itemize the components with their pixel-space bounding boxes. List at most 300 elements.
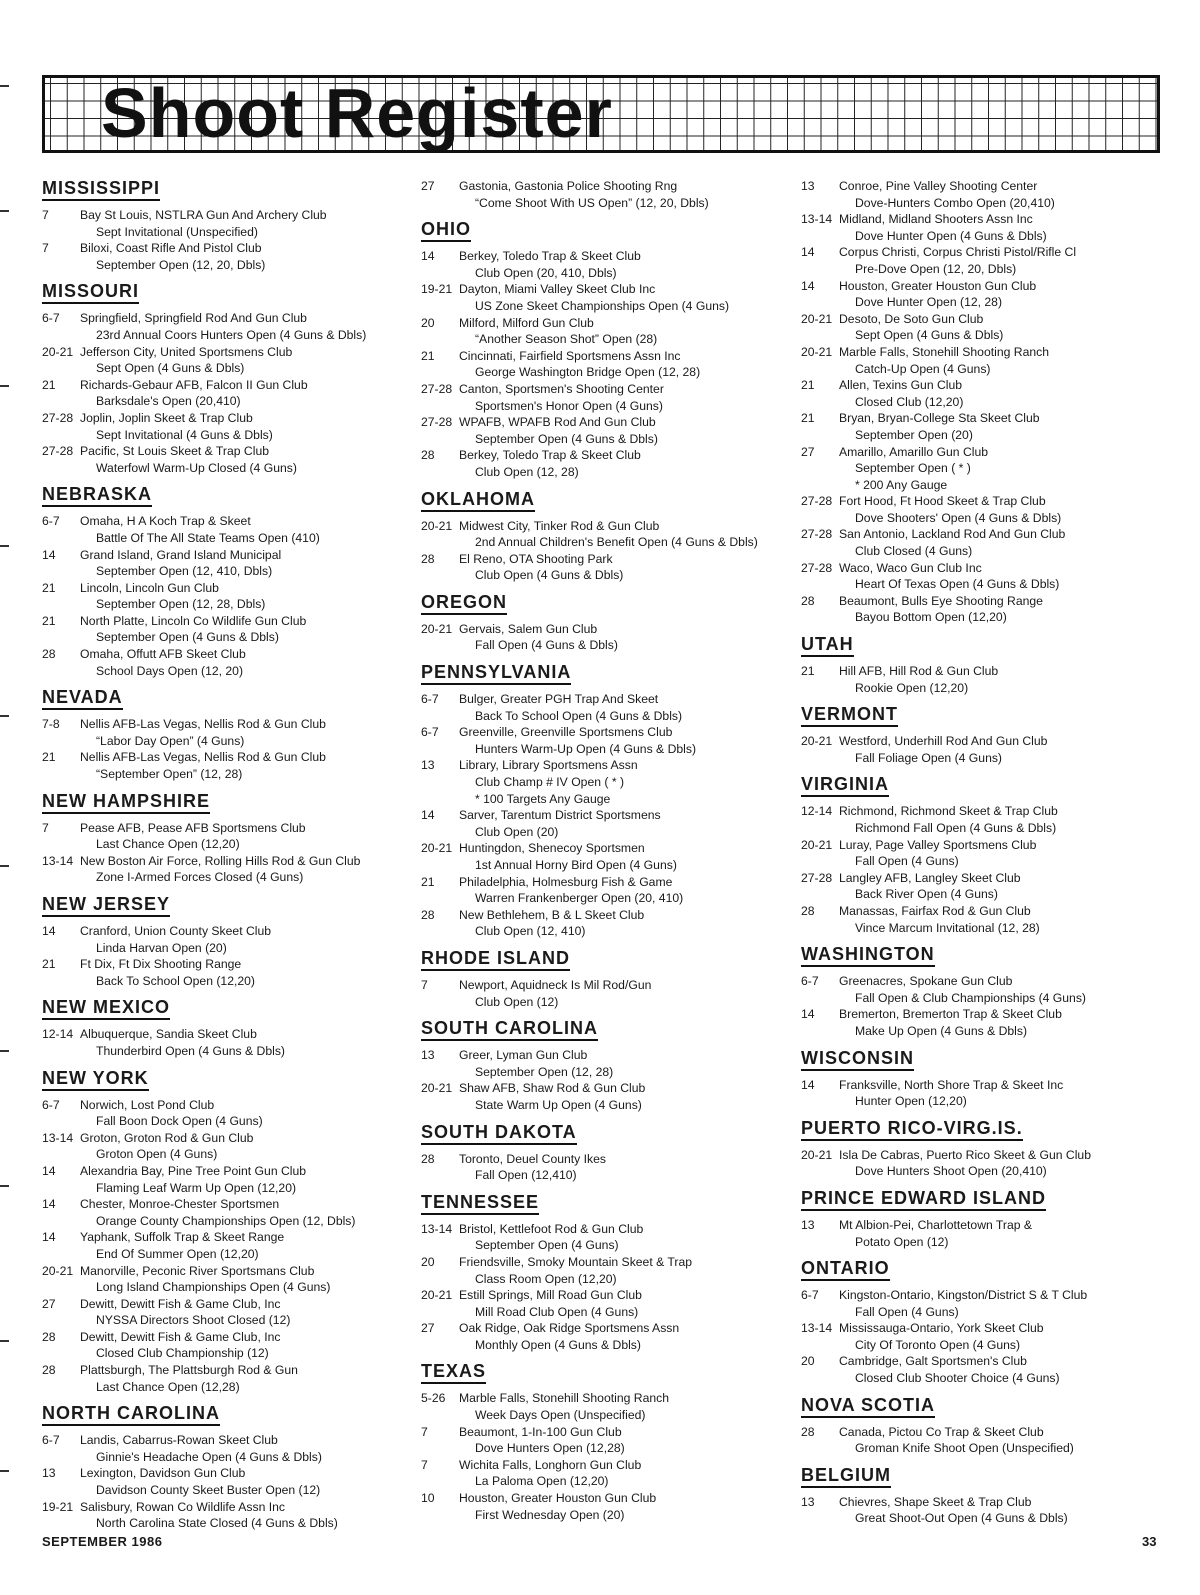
entry-date: 14 <box>42 1163 56 1178</box>
entry-event: Club Open (20, 410, Dbls) <box>475 265 617 280</box>
entry-club: Salisbury, Rowan Co Wildlife Assn Inc <box>80 1499 286 1514</box>
entry-event: City Of Toronto Open (4 Guns) <box>855 1337 1021 1352</box>
entry-date: 27-28 <box>801 527 833 542</box>
shoot-entry <box>421 1080 786 1113</box>
entry-event: Fall Open & Club Championships (4 Guns) <box>855 990 1086 1005</box>
entry-date: 27-28 <box>421 415 453 430</box>
entry-event: First Wednesday Open (20) <box>475 1507 625 1522</box>
entry-date: 14 <box>801 1077 815 1092</box>
entry-event: US Zone Skeet Championships Open (4 Guns) <box>475 298 730 313</box>
entry-club: Biloxi, Coast Rifle And Pistol Club <box>80 241 262 256</box>
entry-club: Corpus Christi, Corpus Christi Pistol/Rifle Cl <box>839 245 1077 260</box>
entry-date: 13-14 <box>421 1221 453 1236</box>
entry-event: Bayou Bottom Open (12,20) <box>855 610 1007 625</box>
entry-club: Berkey, Toledo Trap & Skeet Club <box>459 249 641 264</box>
shoot-entry <box>42 1026 407 1059</box>
shoot-entry <box>421 1151 786 1184</box>
entry-date: 13-14 <box>801 212 833 227</box>
entry-date: 28 <box>42 1329 56 1344</box>
entry-event: Sept Open (4 Guns & Dbls) <box>855 328 1004 343</box>
shoot-entry <box>801 1217 1176 1250</box>
shoot-entry <box>42 547 407 580</box>
entry-event: “September Open” (12, 28) <box>96 767 243 782</box>
entry-event: Fall Open (4 Guns & Dbls) <box>475 638 618 653</box>
entry-date: 13 <box>42 1466 56 1481</box>
entry-event: Club Open (20) <box>475 824 559 839</box>
entry-club: Nellis AFB-Las Vegas, Nellis Rod & Gun Club <box>80 717 326 732</box>
entry-club: Marble Falls, Stonehill Shooting Ranch <box>459 1391 670 1406</box>
entry-date: 21 <box>42 377 56 392</box>
shoot-entry <box>801 1424 1176 1457</box>
entry-event: September Open (4 Guns) <box>475 1238 619 1253</box>
entry-date: 21 <box>801 411 815 426</box>
shoot-entry <box>801 444 1176 494</box>
shoot-entry <box>42 1229 407 1262</box>
shoot-entry <box>421 348 786 381</box>
shoot-entry <box>421 1287 786 1320</box>
entry-club: Bremerton, Bremerton Trap & Skeet Club <box>839 1007 1062 1022</box>
entry-event: Davidson County Skeet Buster Open (12) <box>96 1483 321 1498</box>
shoot-entry <box>42 1097 407 1130</box>
entry-date: 21 <box>801 378 815 393</box>
entry-club: Omaha, Offutt AFB Skeet Club <box>80 647 246 662</box>
state-heading: SOUTH CAROLINA <box>421 1018 598 1041</box>
shoot-entry <box>801 1353 1176 1386</box>
entry-club: Richards-Gebaur AFB, Falcon II Gun Club <box>80 377 308 392</box>
shoot-entry <box>801 1147 1176 1180</box>
shoot-entry <box>42 749 407 782</box>
entry-event: September Open (12, 20, Dbls) <box>96 257 266 272</box>
shoot-entry <box>42 1329 407 1362</box>
entry-date: 13 <box>801 1494 815 1509</box>
entry-date: 20-21 <box>801 734 833 749</box>
entry-event: School Days Open (12, 20) <box>96 663 244 678</box>
entry-event: Fall Foliage Open (4 Guns) <box>855 750 1002 765</box>
state-heading: MISSOURI <box>42 281 139 304</box>
entry-club: Groton, Groton Rod & Gun Club <box>80 1130 254 1145</box>
entry-date: 14 <box>42 547 56 562</box>
shoot-entry <box>421 724 786 757</box>
shoot-entry <box>421 281 786 314</box>
state-heading: VERMONT <box>801 704 898 727</box>
shoot-entry <box>421 977 786 1010</box>
entry-club: Library, Library Sportsmens Assn <box>459 758 638 773</box>
shoot-entry <box>42 853 407 886</box>
state-heading: NORTH CAROLINA <box>42 1403 220 1426</box>
shoot-entry <box>421 874 786 907</box>
margin-tick <box>0 385 9 387</box>
shoot-entry <box>421 315 786 348</box>
entry-club: Greenacres, Spokane Gun Club <box>839 974 1013 989</box>
entry-club: Oak Ridge, Oak Ridge Sportsmens Assn <box>459 1321 680 1336</box>
entry-club: Wichita Falls, Longhorn Gun Club <box>459 1457 642 1472</box>
entry-club: Marble Falls, Stonehill Shooting Ranch <box>839 344 1050 359</box>
entry-club: Mississauga-Ontario, York Skeet Club <box>839 1321 1044 1336</box>
margin-tick <box>0 1340 9 1342</box>
entry-event: La Paloma Open (12,20) <box>475 1474 609 1489</box>
entry-date: 14 <box>421 249 435 264</box>
entry-event: Flaming Leaf Warm Up Open (12,20) <box>96 1180 297 1195</box>
entry-date: 27 <box>421 179 435 193</box>
margin-tick <box>0 715 9 717</box>
state-heading: WISCONSIN <box>801 1048 914 1071</box>
shoot-entry <box>421 178 786 211</box>
entry-club: New Boston Air Force, Rolling Hills Rod & Gun Club <box>80 853 361 868</box>
entry-event: State Warm Up Open (4 Guns) <box>475 1097 642 1112</box>
entry-club: Omaha, H A Koch Trap & Skeet <box>80 514 251 529</box>
entry-date: 20-21 <box>421 1081 453 1096</box>
state-heading: WASHINGTON <box>801 944 935 967</box>
entry-date: 6-7 <box>42 514 60 529</box>
entry-event: “Another Season Shot” Open (28) <box>475 332 658 347</box>
entry-event: Linda Harvan Open (20) <box>96 940 227 955</box>
entry-club: Greer, Lyman Gun Club <box>459 1048 588 1063</box>
entry-club: Nellis AFB-Las Vegas, Nellis Rod & Gun Club <box>80 750 326 765</box>
shoot-entry <box>801 311 1176 344</box>
entry-date: 27-28 <box>42 444 74 459</box>
shoot-entry <box>421 381 786 414</box>
entry-event: Club Open (12) <box>475 994 559 1009</box>
entry-date: 6-7 <box>421 692 439 707</box>
shoot-entry <box>42 1432 407 1465</box>
entry-club: New Bethlehem, B & L Skeet Club <box>459 907 645 922</box>
shoot-entry <box>42 240 407 273</box>
shoot-entry <box>421 1254 786 1287</box>
shoot-entry <box>801 344 1176 377</box>
entry-date: 20-21 <box>801 1147 833 1162</box>
entry-date: 6-7 <box>421 725 439 740</box>
entry-club: Joplin, Joplin Skeet & Trap Club <box>80 410 253 425</box>
entry-event: 2nd Annual Children's Benefit Open (4 Guns & Dbls) <box>475 535 758 550</box>
entry-note: * 100 Targets Any Gauge <box>475 791 611 806</box>
entry-date: 19-21 <box>42 1499 74 1514</box>
entry-event: September Open (4 Guns & Dbls) <box>475 431 658 446</box>
shoot-entry <box>801 803 1176 836</box>
entry-club: Lincoln, Lincoln Gun Club <box>80 580 219 595</box>
shoot-entry <box>421 907 786 940</box>
entry-club: Mt Albion-Pei, Charlottetown Trap & <box>839 1217 1033 1232</box>
entry-event: Dove Hunter Open (12, 28) <box>855 295 1003 310</box>
entry-club: Huntingdon, Shenecoy Sportsmen <box>459 841 645 856</box>
column-1 <box>42 178 407 1532</box>
entry-club: Toronto, Deuel County Ikes <box>459 1151 607 1166</box>
entry-event: Great Shoot-Out Open (4 Guns & Dbls) <box>855 1511 1068 1526</box>
entry-event: September Open ( * ) <box>855 461 971 476</box>
entry-club: Philadelphia, Holmesburg Fish & Game <box>459 874 673 889</box>
entry-event: 23rd Annual Coors Hunters Open (4 Guns & Dbls) <box>96 327 367 342</box>
entry-club: Amarillo, Amarillo Gun Club <box>839 444 989 459</box>
margin-tick <box>0 1185 9 1187</box>
entry-date: 27 <box>421 1321 435 1336</box>
entry-event: September Open (12, 28) <box>475 1064 614 1079</box>
entry-event: Sportsmen's Honor Open (4 Guns) <box>475 398 663 413</box>
entry-event: 1st Annual Horny Bird Open (4 Guns) <box>475 858 677 872</box>
entry-event: Monthly Open (4 Guns & Dbls) <box>475 1337 641 1352</box>
shoot-entry <box>421 1490 786 1523</box>
entry-club: Luray, Page Valley Sportsmens Club <box>839 837 1037 852</box>
entry-event: Sept Invitational (4 Guns & Dbls) <box>96 427 273 442</box>
page-number: 33 <box>1142 1534 1157 1549</box>
shoot-entry <box>421 447 786 480</box>
shoot-entry <box>42 410 407 443</box>
entry-club: Milford, Milford Gun Club <box>459 315 594 330</box>
shoot-entry <box>421 757 786 807</box>
entry-date: 20-21 <box>42 1263 74 1278</box>
entry-club: Bryan, Bryan-College Sta Skeet Club <box>839 411 1040 426</box>
entry-event: Dove Hunter Open (4 Guns & Dbls) <box>855 228 1047 243</box>
entry-date: 21 <box>42 957 56 972</box>
entry-event: North Carolina State Closed (4 Guns & Dbls) <box>96 1516 338 1531</box>
entry-date: 14 <box>801 1007 815 1022</box>
entry-event: Last Chance Open (12,20) <box>96 837 240 852</box>
entry-date: 6-7 <box>42 1433 60 1448</box>
entry-date: 13 <box>421 1048 435 1063</box>
entry-event: Back To School Open (4 Guns & Dbls) <box>475 708 683 723</box>
shoot-entry <box>801 973 1176 1006</box>
shoot-entry <box>801 410 1176 443</box>
entry-event: Zone I-Armed Forces Closed (4 Guns) <box>96 870 304 885</box>
shoot-entry <box>801 1287 1176 1320</box>
entry-event: Fall Boon Dock Open (4 Guns) <box>96 1114 263 1129</box>
shoot-entry <box>42 956 407 989</box>
shoot-entry <box>42 207 407 240</box>
entry-event: Vince Marcum Invitational (12, 28) <box>855 920 1040 935</box>
state-heading: NOVA SCOTIA <box>801 1395 935 1418</box>
entry-club: Landis, Cabarrus-Rowan Skeet Club <box>80 1433 278 1448</box>
entry-date: 28 <box>801 1424 815 1439</box>
entry-event: Sept Open (4 Guns & Dbls) <box>96 361 245 376</box>
entry-event: Ginnie's Headache Open (4 Guns & Dbls) <box>96 1449 322 1464</box>
entry-date: 7-8 <box>42 717 60 732</box>
entry-event: Long Island Championships Open (4 Guns) <box>96 1280 331 1295</box>
shoot-entry <box>42 1362 407 1395</box>
entry-club: Norwich, Lost Pond Club <box>80 1097 215 1112</box>
entry-date: 28 <box>421 1151 435 1166</box>
entry-club: Yaphank, Suffolk Trap & Skeet Range <box>80 1230 285 1245</box>
entry-date: 14 <box>42 924 56 938</box>
entry-event: NYSSA Directors Shoot Closed (12) <box>96 1313 291 1328</box>
shoot-entry <box>42 1499 407 1532</box>
entry-date: 21 <box>421 348 435 363</box>
entry-club: Gastonia, Gastonia Police Shooting Rng <box>459 179 678 193</box>
entry-event: Club Champ # IV Open ( * ) <box>475 775 625 790</box>
entry-event: Hunter Open (12,20) <box>855 1094 967 1109</box>
shoot-entry <box>421 1221 786 1254</box>
shoot-entry <box>801 278 1176 311</box>
entry-date: 21 <box>421 874 435 889</box>
entry-date: 14 <box>421 808 435 823</box>
entry-club: Friendsville, Smoky Mountain Skeet & Trap <box>459 1254 693 1269</box>
entry-club: Pacific, St Louis Skeet & Trap Club <box>80 444 269 459</box>
shoot-entry <box>421 248 786 281</box>
entry-club: Pease AFB, Pease AFB Sportsmens Club <box>80 820 306 835</box>
entry-event: September Open (12, 410, Dbls) <box>96 564 273 579</box>
state-heading: OREGON <box>421 592 507 615</box>
entry-club: Fort Hood, Ft Hood Skeet & Trap Club <box>839 494 1046 509</box>
shoot-entry <box>42 310 407 343</box>
entry-club: Plattsburgh, The Plattsburgh Rod & Gun <box>80 1363 298 1378</box>
state-heading: RHODE ISLAND <box>421 948 570 971</box>
entry-date: 21 <box>42 750 56 765</box>
entry-club: Grand Island, Grand Island Municipal <box>80 547 282 562</box>
shoot-entry <box>801 870 1176 903</box>
shoot-entry <box>42 1465 407 1498</box>
shoot-entry <box>421 414 786 447</box>
entry-club: Manassas, Fairfax Rod & Gun Club <box>839 903 1031 918</box>
shoot-entry <box>42 1296 407 1329</box>
entry-date: 27-28 <box>801 560 833 575</box>
shoot-entry <box>421 621 786 654</box>
state-heading: NEVADA <box>42 687 123 710</box>
entry-event: Mill Road Club Open (4 Guns) <box>475 1304 639 1319</box>
entry-event: Hunters Warm-Up Open (4 Guns & Dbls) <box>475 741 697 756</box>
entry-event: Dove-Hunters Combo Open (20,410) <box>855 195 1055 210</box>
entry-event: Closed Club Shooter Choice (4 Guns) <box>855 1371 1060 1386</box>
state-heading: VIRGINIA <box>801 774 889 797</box>
entry-event: Warren Frankenberger Open (20, 410) <box>475 891 684 906</box>
entry-date: 21 <box>42 613 56 628</box>
entry-club: Chester, Monroe-Chester Sportsmen <box>80 1197 280 1212</box>
entry-club: Waco, Waco Gun Club Inc <box>839 560 982 575</box>
state-heading: NEW YORK <box>42 1068 149 1091</box>
shoot-entry <box>801 1006 1176 1039</box>
entry-date: 14 <box>42 1197 56 1212</box>
state-heading: OKLAHOMA <box>421 489 535 512</box>
margin-tick <box>0 1050 9 1052</box>
entry-club: Houston, Greater Houston Gun Club <box>459 1491 657 1506</box>
state-heading: UTAH <box>801 634 854 657</box>
shoot-entry <box>801 663 1176 696</box>
entry-date: 27 <box>801 444 815 459</box>
entry-date: 20 <box>801 1354 815 1369</box>
margin-tick <box>0 865 9 867</box>
shoot-entry <box>801 178 1176 211</box>
shoot-entry <box>42 820 407 853</box>
entry-date: 20 <box>421 315 435 330</box>
column-3 <box>801 178 1176 1527</box>
shoot-entry <box>801 244 1176 277</box>
entry-event: Sept Invitational (Unspecified) <box>96 224 258 239</box>
state-heading: NEW JERSEY <box>42 894 170 917</box>
entry-club: Estill Springs, Mill Road Gun Club <box>459 1288 642 1303</box>
entry-date: 28 <box>421 448 435 463</box>
header-banner <box>42 75 1160 153</box>
entry-event: Fall Open (4 Guns) <box>855 1304 959 1319</box>
entry-club: Dewitt, Dewitt Fish & Game Club, Inc <box>80 1329 281 1344</box>
entry-club: Franksville, North Shore Trap & Skeet Inc <box>839 1077 1064 1092</box>
entry-club: North Platte, Lincoln Co Wildlife Gun Club <box>80 613 307 628</box>
entry-date: 27 <box>42 1296 56 1311</box>
entry-event: Rookie Open (12,20) <box>855 680 969 695</box>
shoot-entry <box>421 840 786 873</box>
entry-club: Springfield, Springfield Rod And Gun Club <box>80 311 307 326</box>
entry-date: 13-14 <box>42 1130 74 1145</box>
shoot-entry <box>42 580 407 613</box>
state-heading: NEBRASKA <box>42 484 152 507</box>
shoot-entry <box>42 443 407 476</box>
entry-event: Last Chance Open (12,28) <box>96 1379 240 1394</box>
entry-club: Canada, Pictou Co Trap & Skeet Club <box>839 1424 1044 1439</box>
entry-club: Bay St Louis, NSTLRA Gun And Archery Club <box>80 208 327 222</box>
entry-club: Ft Dix, Ft Dix Shooting Range <box>80 957 242 972</box>
entry-date: 12-14 <box>801 804 833 819</box>
entry-date: 7 <box>42 820 49 835</box>
margin-tick <box>0 1470 9 1472</box>
entry-date: 20-21 <box>421 518 453 533</box>
shoot-entry <box>801 377 1176 410</box>
entry-event: Pre-Dove Open (12, 20, Dbls) <box>855 261 1017 276</box>
shoot-entry <box>42 1263 407 1296</box>
entry-date: 13-14 <box>42 853 74 868</box>
state-heading: PUERTO RICO-VIRG.IS. <box>801 1118 1023 1141</box>
shoot-entry <box>421 551 786 584</box>
entry-event: Waterfowl Warm-Up Closed (4 Guns) <box>96 460 297 475</box>
shoot-entry <box>421 1457 786 1490</box>
entry-event: Week Days Open (Unspecified) <box>475 1408 646 1423</box>
shoot-entry <box>801 493 1176 526</box>
entry-club: Cincinnati, Fairfield Sportsmens Assn Inc <box>459 348 681 363</box>
entry-event: Closed Club (12,20) <box>855 394 964 409</box>
entry-date: 27-28 <box>801 494 833 509</box>
entry-club: Manorville, Peconic River Sportsmans Club <box>80 1263 315 1278</box>
entry-club: San Antonio, Lackland Rod And Gun Club <box>839 527 1066 542</box>
shoot-entry <box>801 733 1176 766</box>
entry-date: 6-7 <box>42 1097 60 1112</box>
state-heading: PRINCE EDWARD ISLAND <box>801 1188 1046 1211</box>
entry-club: Gervais, Salem Gun Club <box>459 621 598 636</box>
entry-event: Barksdale's Open (20,410) <box>96 394 241 409</box>
entry-club: Midwest City, Tinker Rod & Gun Club <box>459 518 660 533</box>
margin-tick <box>0 85 9 87</box>
shoot-entry <box>801 1077 1176 1110</box>
shoot-entry <box>801 211 1176 244</box>
footer-issue: SEPTEMBER 1986 <box>42 1534 163 1549</box>
shoot-entry <box>801 1494 1176 1527</box>
entry-club: El Reno, OTA Shooting Park <box>459 551 613 566</box>
entry-date: 20-21 <box>421 1288 453 1303</box>
entry-date: 20-21 <box>801 344 833 359</box>
entry-club: Bulger, Greater PGH Trap And Skeet <box>459 692 659 707</box>
entry-club: Midland, Midland Shooters Assn Inc <box>839 212 1033 227</box>
entry-note: * 200 Any Gauge <box>855 477 948 492</box>
shoot-entry <box>42 1163 407 1196</box>
entry-club: Berkey, Toledo Trap & Skeet Club <box>459 448 641 463</box>
shoot-entry <box>421 1424 786 1457</box>
entry-event: “Labor Day Open” (4 Guns) <box>96 733 245 748</box>
state-heading: ONTARIO <box>801 1258 890 1281</box>
shoot-entry <box>42 923 407 956</box>
entry-event: Potato Open (12) <box>855 1234 949 1249</box>
entry-date: 13 <box>801 1217 815 1232</box>
entry-event: Class Room Open (12,20) <box>475 1271 617 1286</box>
entry-event: Catch-Up Open (4 Guns) <box>855 361 991 376</box>
entry-club: Cranford, Union County Skeet Club <box>80 924 272 938</box>
entry-club: Newport, Aquidneck Is Mil Rod/Gun <box>459 977 652 992</box>
shoot-entry <box>42 1196 407 1229</box>
entry-date: 14 <box>42 1230 56 1245</box>
entry-date: 13 <box>801 179 815 193</box>
entry-date: 27-28 <box>801 870 833 885</box>
entry-club: Conroe, Pine Valley Shooting Center <box>839 179 1038 193</box>
entry-date: 6-7 <box>801 1288 819 1303</box>
shoot-entry <box>421 518 786 551</box>
entry-club: Westford, Underhill Rod And Gun Club <box>839 734 1048 749</box>
column-2 <box>421 178 786 1523</box>
entry-club: Cambridge, Galt Sportsmen's Club <box>839 1354 1027 1369</box>
entry-event: Make Up Open (4 Guns & Dbls) <box>855 1023 1028 1038</box>
entry-club: Albuquerque, Sandia Skeet Club <box>80 1027 257 1042</box>
entry-club: Canton, Sportsmen's Shooting Center <box>459 381 664 396</box>
